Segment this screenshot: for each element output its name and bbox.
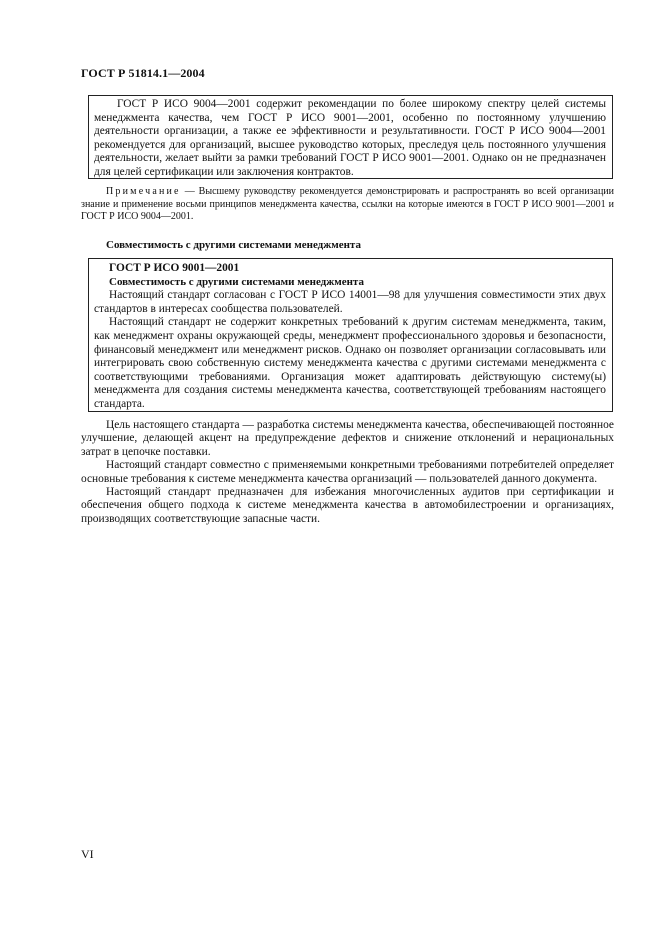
body-paragraph: Настоящий стандарт предназначен для избежания многочисленных аудитов при сертификации и обеспечения общего подхода к системе менеджмента качества в автомобилестроении и организациях, производящих соответствующие запасные части.	[81, 486, 614, 525]
quoted-box-iso-9004	[88, 95, 613, 179]
box-paragraph: ГОСТ Р ИСО 9004—2001 содержит рекомендации по более широкому спектру целей системы менеджмента качества, чем ГОСТ Р ИСО 9001—2001, особенно по постоянному улучшению деятельности организации, а также ее эффективности и результативности. ГОСТ Р ИСО 9004—2001 рекомендуется для организаций, высшее руководство которых, преследуя цель постоянного улучшения деятельности, желает выйти за рамки требований ГОСТ Р ИСО 9001—2001. Однако он не предназначен для целей сертификации или заключения контрактов.	[94, 98, 606, 178]
note-text: — Высшему руководству рекомендуется демонстрировать и распространять во всей организации знание и применение восьми принципов менеджмента качества, ссылки на которые имеются в ГОСТ Р ИСО 9001—2001 и ГОСТ Р ИСО 9004—2001.	[81, 186, 614, 223]
section-heading: Совместимость с другими системами менеджмента	[106, 239, 361, 251]
body-paragraph: Цель настоящего стандарта — разработка системы менеджмента качества, обеспечивающей постоянное улучшение, делающей акцент на предупреждение дефектов и снижение отклонений и нерациональных затрат в цепочке поставки.	[81, 419, 614, 458]
document-header: ГОСТ Р 51814.1—2004	[81, 66, 205, 80]
body-paragraph: Настоящий стандарт совместно с применяемыми конкретными требованиями потребителей определяет основные требования к системе менеджмента качества организаций — пользователей данного документа.	[81, 459, 614, 485]
box-paragraph: Настоящий стандарт не содержит конкретных требований к другим системам менеджмента, таким, как менеджмент охраны окружающей среды, менеджмент профессионального здоровья и безопасности, финансовый менеджмент или менеджмент рисков. Однако он позволяет организации согласовывать или интегрировать свою собственную систему менеджмента качества с другими системами менеджмента с соответствующими требованиями. Организация может адаптировать действующую систему(ы) менеджмента для создания системы менеджмента качества, соответствующей требованиям настоящего стандарта.	[94, 316, 606, 410]
note-label: Примечание	[106, 186, 181, 197]
body-text	[81, 419, 614, 526]
box-paragraph: Настоящий стандарт согласован с ГОСТ Р ИСО 14001—98 для улучшения совместимости этих двух стандартов в интересах сообщества пользователей.	[94, 289, 606, 315]
box-subtitle: Совместимость с другими системами менеджмента	[109, 275, 364, 288]
note	[81, 186, 614, 224]
page-number: VI	[81, 847, 94, 861]
box-title: ГОСТ Р ИСО 9001—2001	[109, 262, 240, 274]
quoted-box-iso-9001	[88, 258, 613, 412]
